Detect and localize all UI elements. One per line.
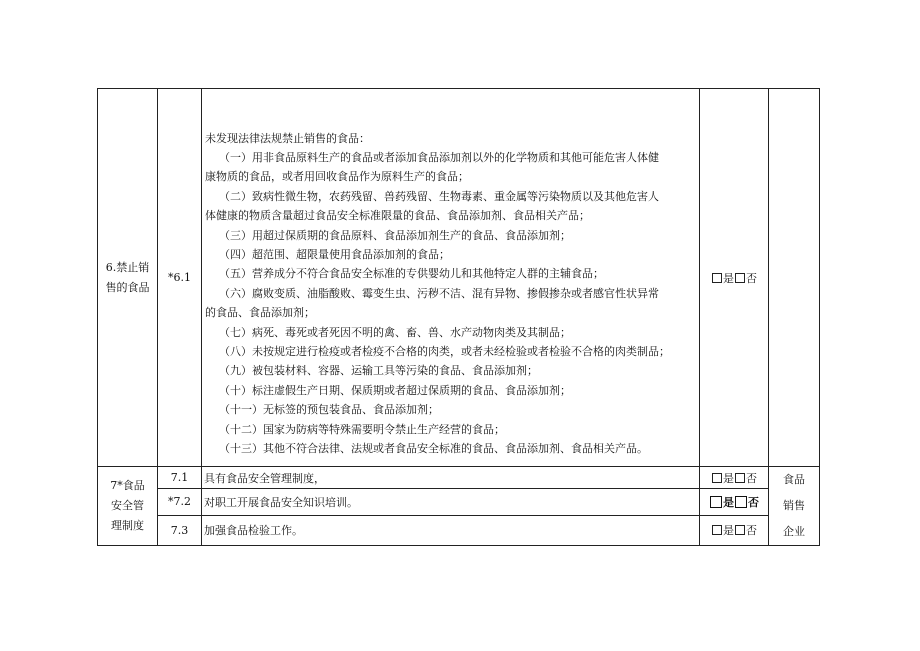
clause-line: （八）未按规定进行检疫或者检疫不合格的肉类，或者未经检验或者检验不合格的肉类制品； xyxy=(219,345,670,359)
no-checkbox[interactable] xyxy=(735,496,747,508)
clause-line: （一）用非食品原料生产的食品或者添加食品添加剂以外的化学物质和其他可能危害人体健 xyxy=(219,150,659,164)
yes-checkbox[interactable] xyxy=(712,273,722,283)
section6-item-no: *6.1 xyxy=(158,89,202,467)
section7-row-3 xyxy=(98,515,820,545)
item-no-7-3: 7.3 xyxy=(158,515,202,545)
clause-line: （五）营养成分不符合食品安全标准的专供婴幼儿和其他特定人群的主辅食品； xyxy=(219,267,604,281)
clause-line: （十三）其他不符合法律、法规或者食品安全标准的食品、食品添加剂、食品相关产品。 xyxy=(219,442,648,456)
section7-category: 7*食品 安全管 理制度 xyxy=(98,467,158,546)
item-text-7-3: 加强食品检验工作。 xyxy=(202,515,700,545)
clause-line: （七）病死、毒死或者死因不明的禽、畜、兽、水产动物肉类及其制品； xyxy=(219,325,571,339)
no-checkbox[interactable] xyxy=(735,525,745,535)
section6-category: 6.禁止销售的食品 xyxy=(98,89,158,467)
yes-no-7-1: 是 否 xyxy=(700,467,769,489)
item-no-7-1: 7.1 xyxy=(158,467,202,489)
clause-line: 体健康的物质含量超过食品安全标准限量的食品、食品添加剂、食品相关产品； xyxy=(205,209,590,223)
section7-row-1 xyxy=(98,467,820,489)
clause-line: （六）腐败变质、油脂酸败、霉变生虫、污秽不洁、混有异物、掺假掺杂或者感官性状异常 xyxy=(219,286,659,300)
clause-line: 的食品、食品添加剂； xyxy=(205,306,315,320)
item-text-7-2: 对职工开展食品安全知识培训。 xyxy=(202,489,700,515)
section6-row xyxy=(98,89,820,467)
clause-line: （九）被包装材料、容器、运输工具等污染的食品、食品添加剂； xyxy=(219,364,538,378)
clause-line: （十）标注虚假生产日期、保质期或者超过保质期的食品、食品添加剂； xyxy=(219,383,571,397)
section7-row-2 xyxy=(98,489,820,515)
yes-checkbox[interactable] xyxy=(710,496,722,508)
yes-no-7-2: 是 否 xyxy=(700,489,769,515)
clause-line: （三）用超过保质期的食品原料、食品添加剂生产的食品、食品添加剂； xyxy=(219,228,571,242)
section6-intro: 未发现法律法规禁止销售的食品： xyxy=(205,131,370,145)
section6-yes-no: 是 否 xyxy=(700,89,769,467)
yes-checkbox[interactable] xyxy=(712,525,722,535)
item-no-7-2: *7.2 xyxy=(158,489,202,515)
section7-applies: 食品 销售 企业 xyxy=(769,467,820,546)
no-checkbox[interactable] xyxy=(735,473,745,483)
clause-line: 康物质的食品，或者用回收食品作为原料生产的食品； xyxy=(205,170,469,184)
section6-applies xyxy=(769,89,820,467)
inspection-table xyxy=(97,88,820,546)
item-text-7-1: 具有食品安全管理制度， xyxy=(202,467,700,489)
no-checkbox[interactable] xyxy=(735,273,745,283)
section6-content xyxy=(202,89,700,467)
clause-line: （四）超范围、超限量使用食品添加剂的食品； xyxy=(219,247,450,261)
clause-line: （十一）无标签的预包装食品、食品添加剂； xyxy=(219,403,439,417)
yes-no-7-3: 是 否 xyxy=(700,515,769,545)
clause-line: （二）致病性微生物，农药残留、兽药残留、生物毒素、重金属等污染物质以及其他危害人 xyxy=(219,189,659,203)
clause-line: （十二）国家为防病等特殊需要明令禁止生产经营的食品； xyxy=(219,422,505,436)
yes-checkbox[interactable] xyxy=(712,473,722,483)
